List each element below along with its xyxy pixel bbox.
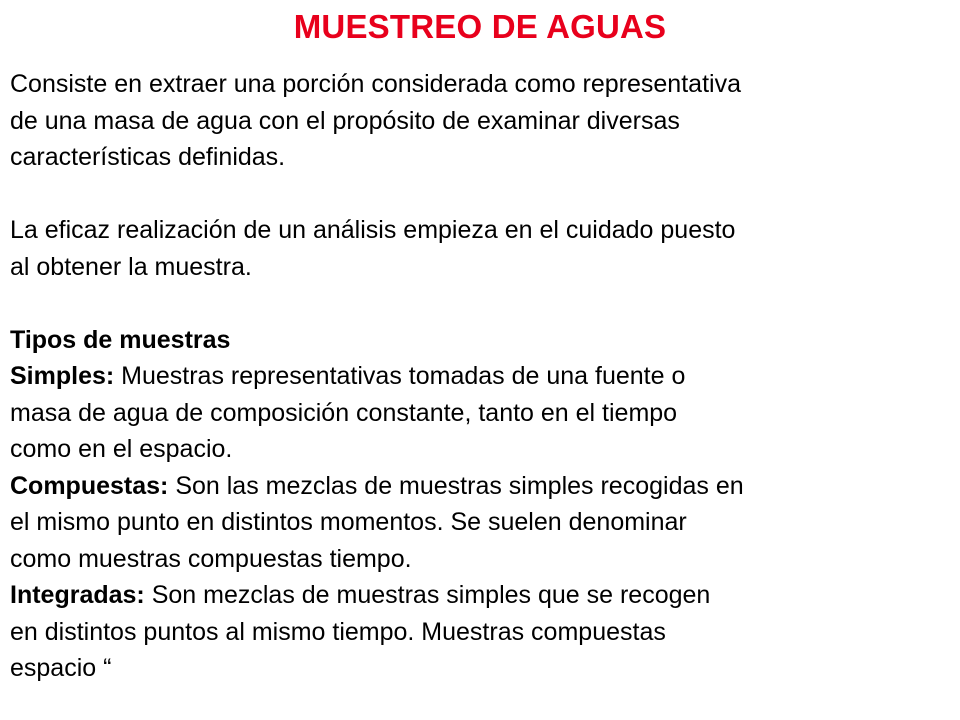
compuestas-label: Compuestas: bbox=[10, 471, 169, 500]
slide-body bbox=[10, 66, 952, 687]
compuestas-text-1: Son las mezclas de muestras simples recogidas en bbox=[168, 471, 744, 500]
compuestas-line-2: el mismo punto en distintos momentos. Se suelen denominar bbox=[10, 508, 687, 536]
intro-line-1: Consiste en extraer una porción considerada como representativa bbox=[10, 70, 741, 98]
intro-line-3: características definidas. bbox=[10, 143, 286, 171]
integradas-line-2: en distintos puntos al mismo tiempo. Muestras compuestas bbox=[10, 617, 666, 646]
slide-title: MUESTREO DE AGUAS bbox=[293, 8, 667, 45]
simples-line-1 bbox=[10, 358, 952, 395]
integradas-line-3: espacio “ bbox=[10, 654, 112, 682]
simples-line-2: masa de agua de composición constante, tanto en el tiempo bbox=[10, 398, 678, 427]
analysis-paragraph bbox=[10, 212, 952, 285]
paragraph-spacer bbox=[10, 285, 952, 322]
intro-paragraph bbox=[10, 66, 952, 176]
analysis-line-2: al obtener la muestra. bbox=[10, 252, 252, 281]
types-section bbox=[10, 322, 952, 687]
compuestas-line-1 bbox=[10, 468, 952, 505]
integradas-text-1: Son mezclas de muestras simples que se recogen bbox=[144, 581, 711, 609]
simples-line-3: como en el espacio. bbox=[10, 435, 233, 463]
intro-line-2: de una masa de agua con el propósito de examinar diversas bbox=[10, 106, 680, 135]
integradas-label: Integradas: bbox=[10, 581, 145, 609]
paragraph-spacer bbox=[10, 176, 952, 213]
compuestas-line-3: como muestras compuestas tiempo. bbox=[10, 544, 412, 573]
simples-text-1: Muestras representativas tomadas de una fuente o bbox=[114, 362, 686, 390]
simples-label: Simples: bbox=[10, 362, 115, 390]
integradas-line-1 bbox=[10, 577, 952, 614]
types-heading: Tipos de muestras bbox=[10, 325, 231, 354]
analysis-line-1: La eficaz realización de un análisis empieza en el cuidado puesto bbox=[10, 216, 736, 244]
